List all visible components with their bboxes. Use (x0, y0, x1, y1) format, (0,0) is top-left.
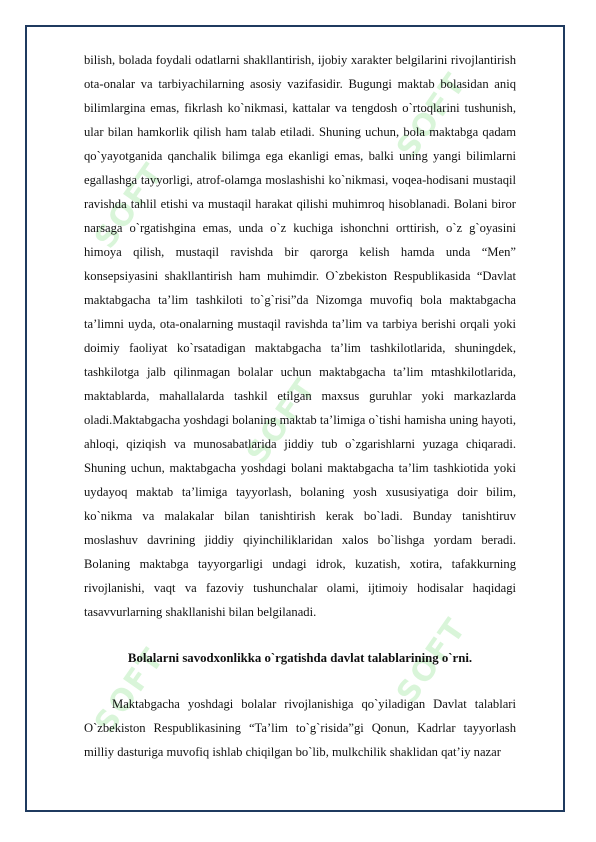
section-heading: Bolalarni savodxonlikka o`rgatishda davlat talablarining o`rni. (127, 651, 473, 665)
watermark: SOFT (240, 371, 324, 471)
paragraph: bilish, bolada foydali odatlarni shakllantirish, ijobiy xarakter belgilarini rivojlantirish ota-onalar va tarbiyachilarning asosiy vazifasidir. Bugungi maktab bolasidan aniq bilimlargina emas, fikrlash ko`nikmasi, kattalar va tengdosh o`rtoqlarini tushunish, ular bilan hamkorlik qilish ham talab etiladi. Shuning uchun, bola maktabga qadam qo`yayotganida qanchalik bilimga ega ekanligi emas, balki uning yangi bilimlarni egallashga tayyorligi, atrof-olamga moslashishi ko`nikmasi, voqea-hodisani mustaqil ravishda tahlil etishi va mustaqil harakat qilishi muhimroq hisoblanadi. Bolani biror narsaga o`rgatishgina emas, unda o`z kuchiga ishonchni orttirish, o`z g`oyasini himoya qilish, mustaqil ravishda bir qarorga kelish hamda unda “Men” konsepsiyasini shakllantirish ham muhimdir. O`zbekiston Respublikasida “Davlat maktabgacha ta’lim tashkiloti to`g`risi”da Nizomga muvofiq bola maktabgacha ta’limni uyda, ota-onalarning mustaqil ravishda ta’lim va tarbiya berishi orqali yoki doimiy faoliyat ko`rsatadigan maktabgacha ta’lim tashkilotlarida, shuningdek, tashkilotga jalb qilinmagan bolalar uchun maktabgacha ta’lim mtashkilotlarida, maktablarda, mahallalarda tashkil etilgan maxsus guruhlar yoki markazlarda oladi.Maktabgacha yoshdagi bolaning maktab ta’limiga o`tishi hamisha uning hayoti, ahloqi, qiziqish va munosabatlarida jiddiy tub o`zgarishlarni yuzaga chiqaradi. Shuning uchun, maktabgacha yoshdagi bolani maktabgacha ta’lim tashkiotida yoki uydayoq maktab ta’limiga tayyorlash, bolaning yosh xususiyatiga doir bilim, ko`nikma va malakalar bilan tanishtirish kerak bo`ladi. Bunday tanishtiruv moslashuv davrining jiddiy qiyinchiliklaridan xalos bo`lishga yordam beradi. Bolaning maktabga tayyorgarligi undagi idrok, kuzatish, xotira, tafakkurning rivojlanishi, vaqt va fazoviy tushunchalar olami, ijtimoiy hodisalar haqidagi tasavvurlarning shakllanishi bilan belgilanadi. (84, 53, 516, 619)
paragraph: Maktabgacha yoshdagi bolalar rivojlanishiga qo`yiladigan Davlat talablari O`zbekiston Respublikasining “Ta’lim to`g`risida”gi Qonun, Kadrlar tayyorlash milliy dasturiga muvofiq ishlab chiqilgan bo`lib, mulkchilik shaklidan qat’iy nazar (84, 697, 516, 759)
document-body (84, 48, 516, 764)
watermark: SOFT (390, 66, 474, 166)
watermark: SOFT (88, 641, 172, 741)
watermark: SOFT (390, 611, 474, 711)
watermark: SOFT (88, 156, 172, 256)
